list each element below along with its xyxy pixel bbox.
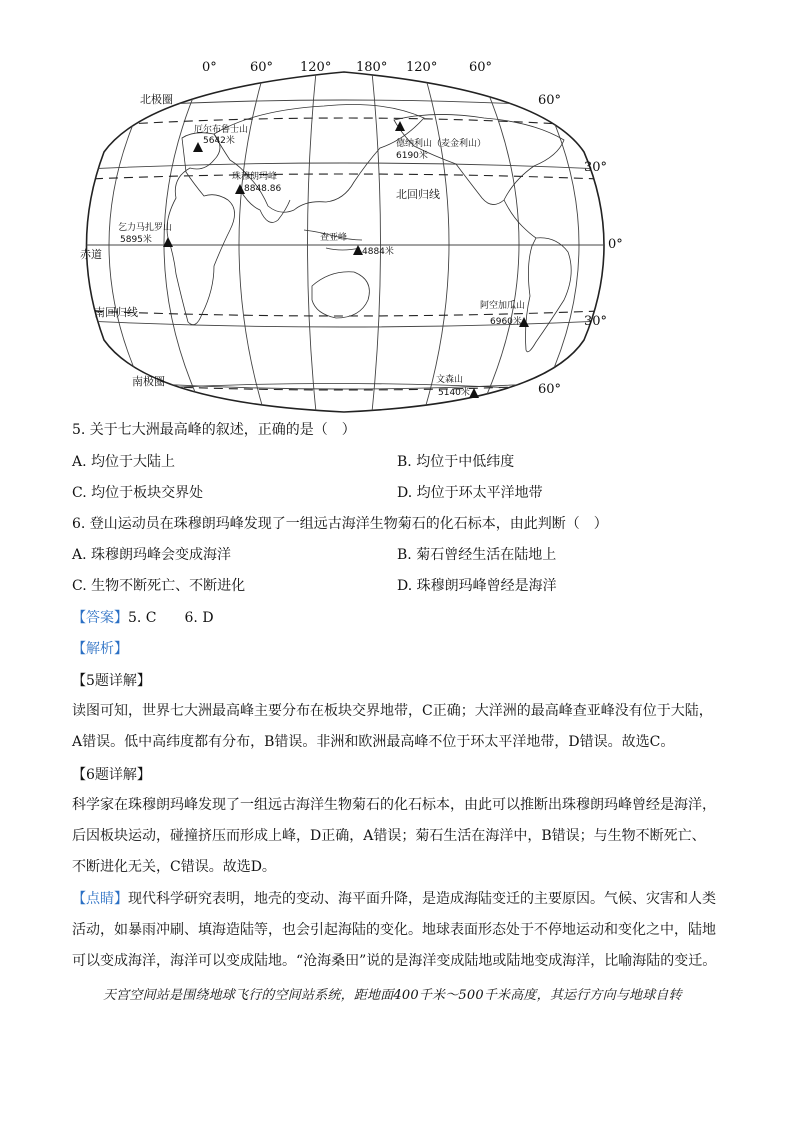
svg-text:5895米: 5895米 — [120, 235, 152, 245]
equator-label: 赤道 — [80, 248, 102, 261]
detail-6-tag: 【6题详解】 — [72, 767, 151, 783]
lon-label: 0° — [202, 60, 217, 75]
q6-option-c: C. 生物不断死亡、不断进化 — [72, 578, 246, 594]
answer-text: 5. C 6. D — [128, 610, 214, 626]
detail-6-line: 后因板块运动，碰撞挤压而形成上峰，D正确，A错误；菊石生活在海洋中，B错误；与生物不断死亡、 — [72, 828, 706, 844]
lat-label: 0° — [608, 237, 623, 252]
q5-option-b: B. 均位于中低纬度 — [397, 454, 515, 470]
svg-text:查亚峰: 查亚峰 — [320, 233, 348, 243]
svg-text:德纳利山（麦金利山）: 德纳利山（麦金利山） — [396, 139, 487, 149]
svg-text:6190米: 6190米 — [396, 151, 428, 161]
detail-5-line: 读图可知，世界七大洲最高峰主要分布在板块交界地带，C正确；大洋洲的最高峰查亚峰没有位于大陆， — [72, 703, 713, 719]
arctic-circle-label: 北极圈 — [140, 93, 173, 106]
lat-label: 30° — [584, 314, 608, 329]
lon-label: 120° — [300, 60, 332, 75]
tropic-cancer-label: 北回归线 — [396, 188, 440, 201]
tropic-capricorn-label: 南回归线 — [94, 306, 138, 319]
answer-line — [72, 607, 214, 627]
detail-6-body — [72, 790, 722, 883]
svg-text:文森山: 文森山 — [436, 375, 464, 385]
tip-tag: 【点睛】 — [72, 891, 128, 907]
svg-text:厄尔布鲁士山: 厄尔布鲁士山 — [194, 125, 249, 135]
lon-label: 60° — [250, 60, 274, 75]
lat-label: 30° — [584, 160, 608, 175]
detail-6-line: 不断进化无关，C错误。故选D。 — [72, 859, 276, 875]
detail-6-line: 科学家在珠穆朗玛峰发现了一组远古海洋生物菊石的化石标本，由此可以推断出珠穆朗玛峰曾经是海洋， — [72, 797, 716, 813]
svg-text:6960米: 6960米 — [490, 317, 522, 327]
tip-body — [72, 884, 722, 977]
lat-label: 60° — [538, 93, 562, 108]
lat-label: 60° — [538, 382, 562, 397]
detail-5-line: A错误。低中高纬度都有分布，B错误。非洲和欧洲最高峰不位于环太平洋地带，D错误。故选C。 — [72, 734, 675, 750]
svg-text:5642米: 5642米 — [203, 136, 235, 146]
q5-option-c: C. 均位于板块交界处 — [72, 485, 204, 501]
next-question-text: 天宫空间站是围绕地球飞行的空间站系统，距地面400千米～500千米高度，其运行方向与地球自转 — [103, 988, 682, 1003]
world-map-figure — [64, 60, 624, 418]
tip-line: 现代科学研究表明，地壳的变动、海平面升降，是造成海陆变迁的主要原因。气候、灾害和人类 — [128, 891, 716, 907]
question-5-stem: 5. 关于七大洲最高峰的叙述，正确的是（ ） — [72, 422, 356, 438]
q6-option-b: B. 菊石曾经生活在陆地上 — [397, 547, 557, 563]
svg-text:4884米: 4884米 — [362, 247, 394, 257]
q6-option-d: D. 珠穆朗玛峰曾经是海洋 — [397, 578, 557, 594]
lon-label: 120° — [406, 60, 438, 75]
answer-tag: 【答案】 — [72, 610, 128, 626]
svg-text:珠穆朗玛峰: 珠穆朗玛峰 — [232, 172, 278, 182]
analysis-tag: 【解析】 — [72, 641, 128, 657]
question-6-stem: 6. 登山运动员在珠穆朗玛峰发现了一组远古海洋生物菊石的化石标本，由此判断（ ） — [72, 516, 608, 532]
svg-text:乞力马扎罗山: 乞力马扎罗山 — [118, 223, 173, 233]
lon-label: 180° — [356, 60, 388, 75]
q5-option-d: D. 均位于环太平洋地带 — [397, 485, 543, 501]
svg-text:阿空加瓜山: 阿空加瓜山 — [480, 301, 526, 311]
tip-line: 可以变成海洋，海洋可以变成陆地。“沧海桑田”说的是海洋变成陆地或陆地变成海洋，比喻海陆的变迁。 — [72, 953, 717, 969]
world-map-svg — [64, 60, 624, 418]
q6-option-a: A. 珠穆朗玛峰会变成海洋 — [72, 547, 232, 563]
tip-line: 活动，如暴雨冲刷、填海造陆等，也会引起海陆的变化。地球表面形态处于不停地运动和变化之中，陆地 — [72, 922, 716, 938]
svg-text:8848.86: 8848.86 — [244, 184, 282, 194]
svg-text:5140米: 5140米 — [438, 388, 470, 398]
q5-option-a: A. 均位于大陆上 — [72, 454, 176, 470]
detail-5-tag: 【5题详解】 — [72, 673, 151, 689]
antarctic-circle-label: 南极圈 — [132, 375, 165, 388]
detail-5-body — [72, 696, 722, 758]
lon-label: 60° — [469, 60, 493, 75]
